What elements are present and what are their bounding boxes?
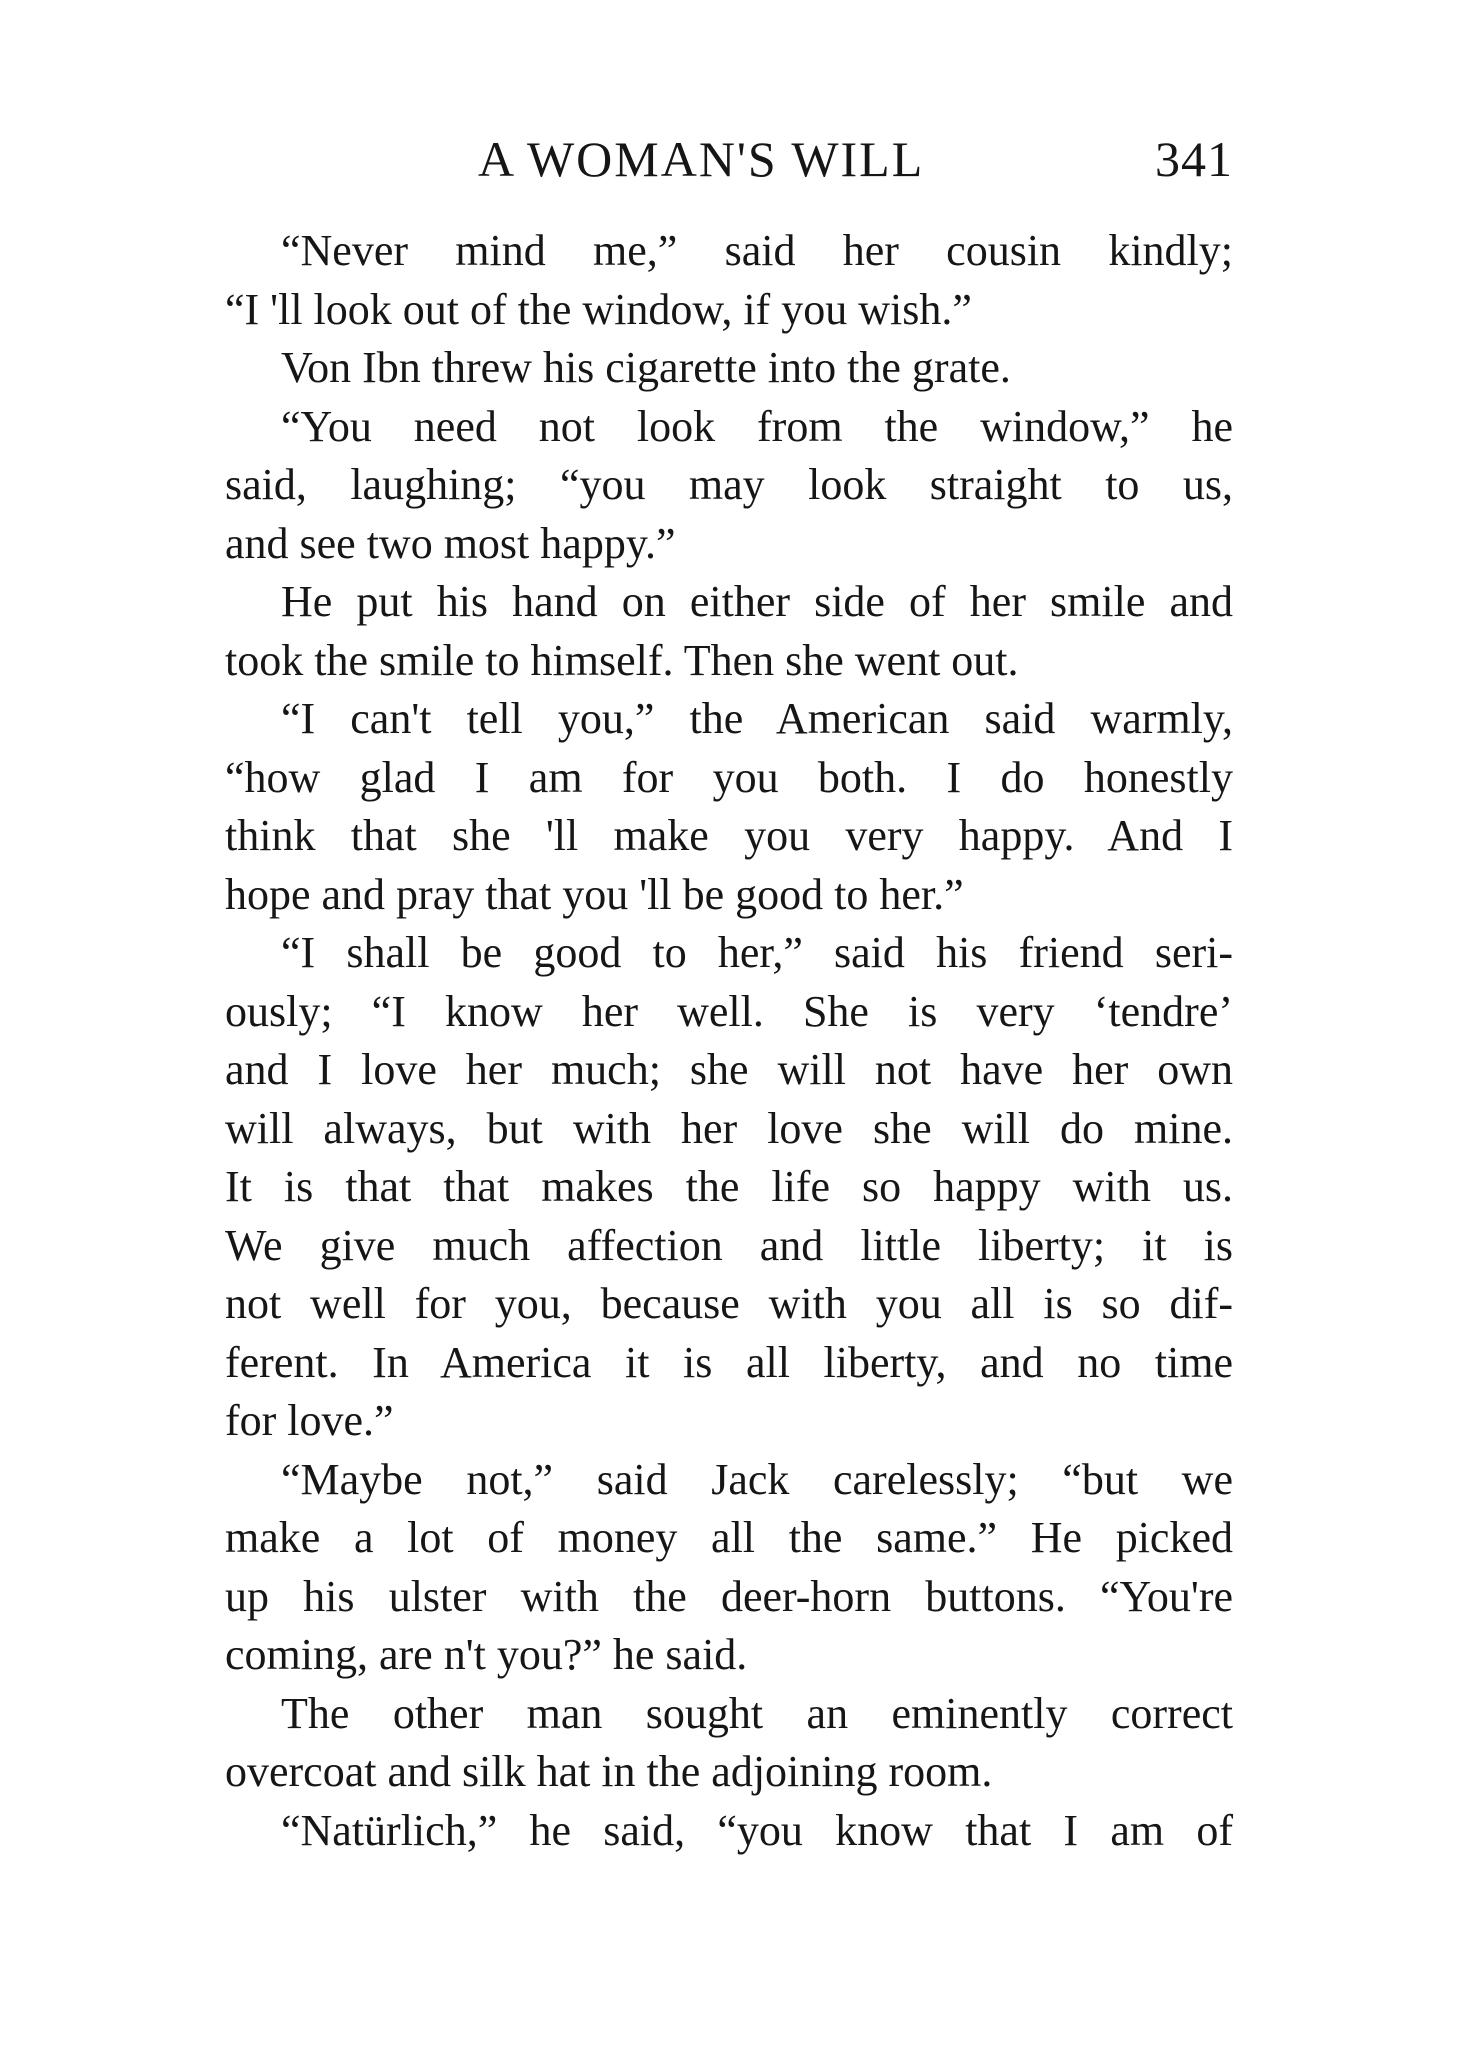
text-line: We give much affection and little liberty; it is <box>225 1220 1233 1270</box>
text-line: “how glad I am for you both. I do honestly <box>225 752 1233 802</box>
text-line: “I can't tell you,” the American said warmly, <box>281 694 1233 743</box>
running-head-title: A WOMAN'S WILL <box>478 131 925 187</box>
running-head <box>225 130 1233 200</box>
text-line: coming, are n't you?” he said. <box>225 1630 748 1679</box>
text-line: “You need not look from the window,” he <box>281 401 1233 451</box>
text-line: up his ulster with the deer-horn buttons. “You're <box>225 1571 1233 1621</box>
text-line: will always, but with her love she will do mine. <box>225 1103 1233 1153</box>
text-line: not well for you, because with you all is so dif- <box>225 1279 1233 1328</box>
page-number: 341 <box>1155 131 1233 187</box>
text-line: ously; “I know her well. She is very ‘tendre’ <box>225 986 1233 1036</box>
text-line: “Maybe not,” said Jack carelessly; “but we <box>281 1454 1233 1504</box>
text-line: ferent. In America it is all liberty, and no time <box>225 1337 1233 1387</box>
body-text <box>225 222 1233 1860</box>
text-line: “Never mind me,” said her cousin kindly; <box>281 226 1233 275</box>
text-line: and see two most happy.” <box>225 518 676 568</box>
text-line: hope and pray that you 'll be good to her.” <box>225 869 964 919</box>
text-line: He put his hand on either side of her smile and <box>281 577 1233 626</box>
text-line: overcoat and silk hat in the adjoining room. <box>225 1747 993 1796</box>
text-line: “Natürlich,” he said, “you know that I am of <box>281 1805 1233 1855</box>
text-line: took the smile to himself. Then she went out. <box>225 635 1019 685</box>
text-line: Von Ibn threw his cigarette into the grate. <box>281 343 1011 392</box>
text-line: think that she 'll make you very happy. And I <box>225 811 1233 860</box>
text-line: and I love her much; she will not have her own <box>225 1045 1233 1094</box>
text-line: It is that that makes the life so happy with us. <box>225 1162 1233 1211</box>
text-line: The other man sought an eminently correct <box>281 1688 1233 1738</box>
text-line: “I 'll look out of the window, if you wish.” <box>225 284 972 334</box>
text-line: for love.” <box>225 1396 394 1445</box>
text-line: “I shall be good to her,” said his friend seri- <box>281 928 1233 977</box>
text-line: said, laughing; “you may look straight to us, <box>225 460 1233 509</box>
text-line: make a lot of money all the same.” He picked <box>225 1513 1233 1562</box>
